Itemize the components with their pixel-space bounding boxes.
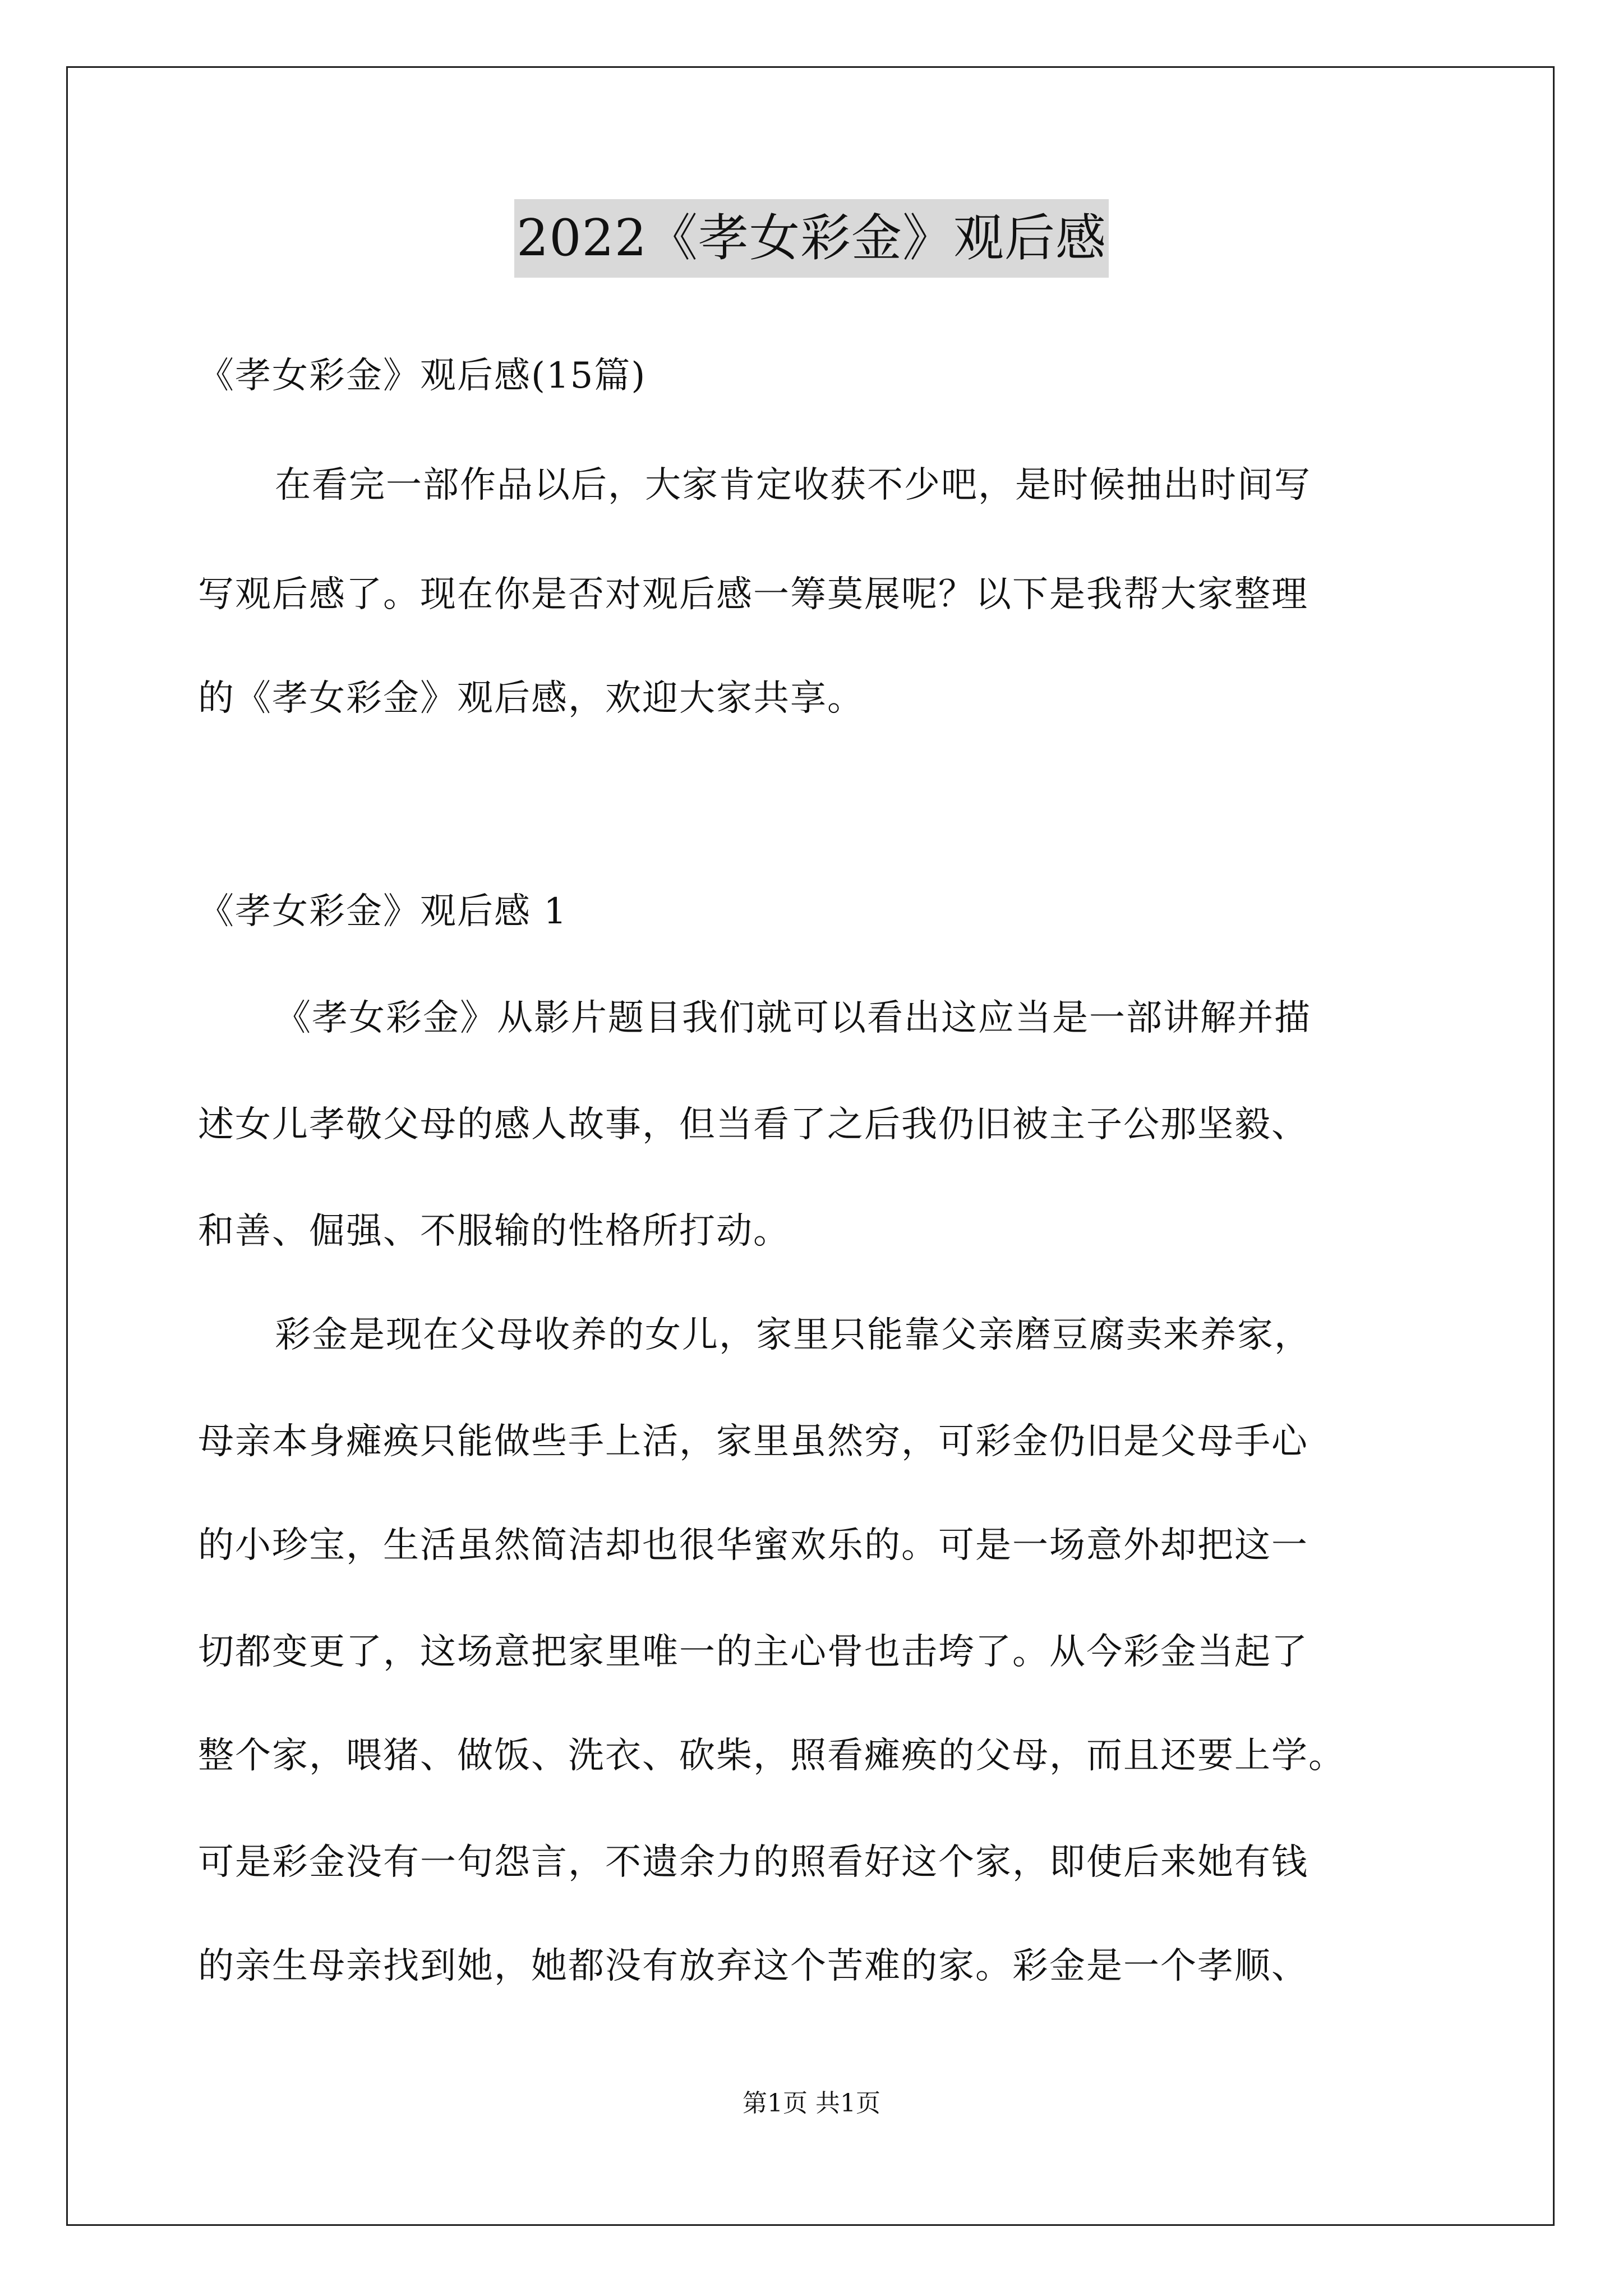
subtitle: 《孝女彩金》观后感(15篇) [198, 355, 647, 397]
section-heading: 《孝女彩金》观后感 1 [198, 891, 568, 932]
paragraph-line: 可是彩金没有一句怨言，不遗余力的照看好这个家，即使后来她有钱 [198, 1842, 1308, 1883]
paragraph-line: 和善、倔强、不服输的性格所打动。 [198, 1211, 790, 1252]
intro-line: 的《孝女彩金》观后感，欢迎大家共享。 [198, 678, 864, 719]
title-container [0, 199, 1623, 278]
document-title: 2022《孝女彩金》观后感 [514, 199, 1109, 278]
paragraph-line: 的小珍宝，生活虽然简洁却也很华蜜欢乐的。可是一场意外却把这一 [198, 1525, 1308, 1566]
intro-line: 在看完一部作品以后，大家肯定收获不少吧，是时候抽出时间写 [275, 464, 1311, 506]
intro-line: 写观后感了。现在你是否对观后感一筹莫展呢？以下是我帮大家整理 [198, 574, 1308, 615]
paragraph-line: 述女儿孝敬父母的感人故事，但当看了之后我仍旧被主子公那坚毅、 [198, 1104, 1308, 1145]
paragraph-line: 彩金是现在父母收养的女儿，家里只能靠父亲磨豆腐卖来养家， [275, 1314, 1311, 1356]
page-footer: 第1页 共1页 [743, 2089, 880, 2118]
paragraph-line: 《孝女彩金》从影片题目我们就可以看出这应当是一部讲解并描 [275, 997, 1311, 1039]
paragraph-line: 母亲本身瘫痪只能做些手上活，家里虽然穷，可彩金仍旧是父母手心 [198, 1421, 1308, 1462]
paragraph-line: 整个家，喂猪、做饭、洗衣、砍柴，照看瘫痪的父母，而且还要上学。 [198, 1735, 1345, 1777]
paragraph-line: 的亲生母亲找到她，她都没有放弃这个苦难的家。彩金是一个孝顺、 [198, 1945, 1308, 1987]
paragraph-line: 切都变更了，这场意把家里唯一的主心骨也击垮了。从今彩金当起了 [198, 1631, 1308, 1673]
